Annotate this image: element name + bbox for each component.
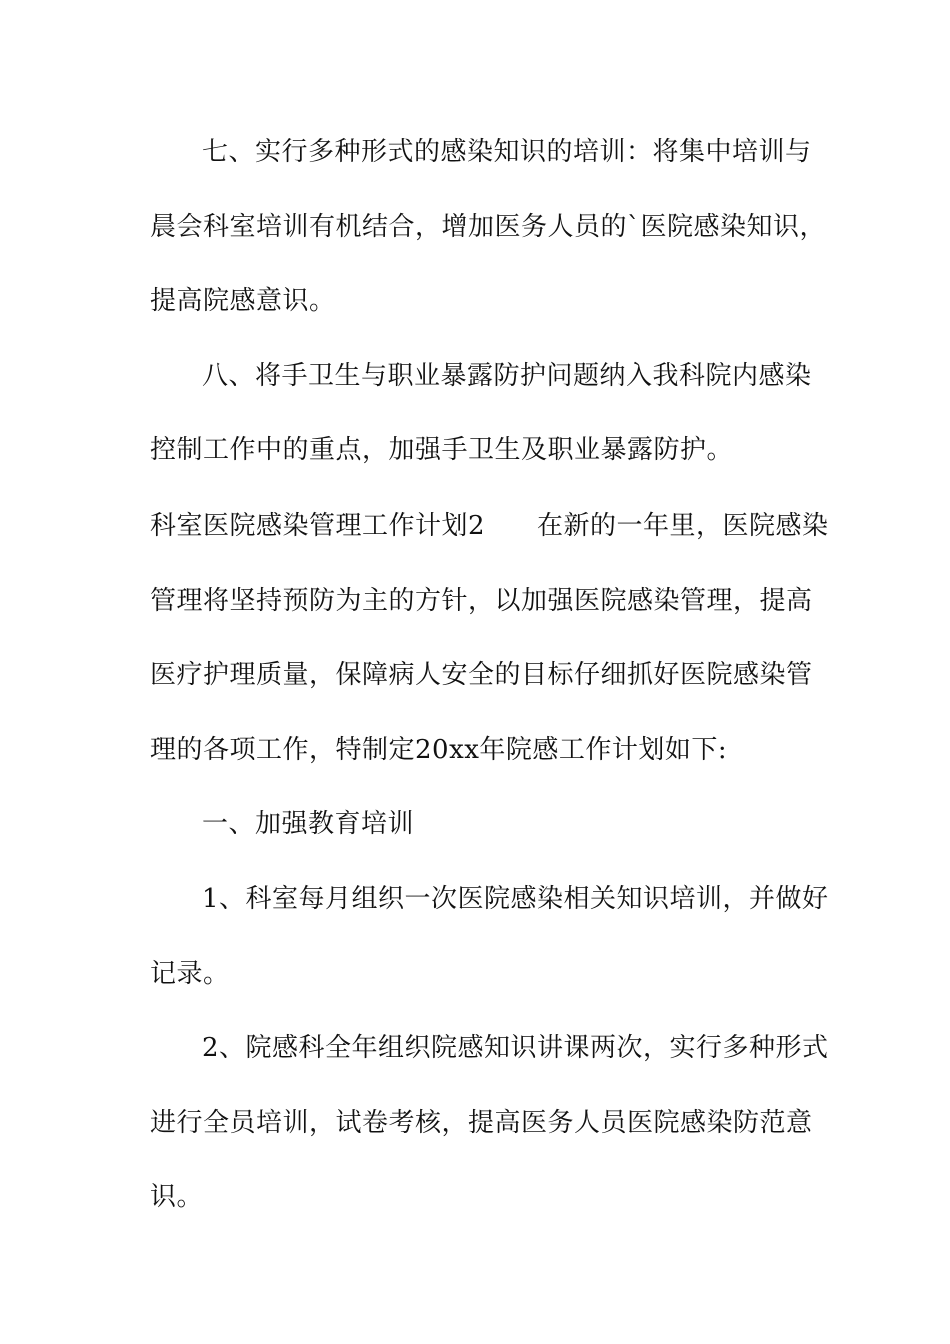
item-two-line-2: 进行全员培训，试卷考核，提高医务人员医院感染防范意	[150, 1108, 813, 1138]
section-intro: 在新的一年里，医院感染	[537, 511, 829, 541]
subheading-education: 一、加强教育培训	[202, 809, 415, 839]
item-two-line-3: 识。	[150, 1182, 204, 1212]
item-one-line-1: 1、科室每月组织一次医院感染相关知识培训，并做好	[202, 884, 829, 914]
paragraph-seven-line-2: 晨会科室培训有机结合，增加医务人员的`医院感染知识，	[150, 212, 827, 242]
item-one-line-2: 记录。	[150, 959, 230, 989]
paragraph-seven-line-1: 七、实行多种形式的感染知识的培训：将集中培训与	[202, 137, 812, 167]
section-title: 科室医院感染管理工作计划2	[150, 511, 486, 541]
intro-line-2: 管理将坚持预防为主的方针，以加强医院感染管理，提高	[150, 586, 813, 616]
paragraph-seven-line-3: 提高院感意识。	[150, 286, 336, 316]
paragraph-eight-line-2: 控制工作中的重点，加强手卫生及职业暴露防护。	[150, 435, 734, 465]
item-two-line-1: 2、院感科全年组织院感知识讲课两次，实行多种形式	[202, 1033, 829, 1063]
paragraph-eight-line-1: 八、将手卫生与职业暴露防护问题纳入我科院内感染	[202, 361, 812, 391]
intro-line-3: 医疗护理质量，保障病人安全的目标仔细抓好医院感染管	[150, 660, 813, 690]
intro-line-4: 理的各项工作，特制定20xx年院感工作计划如下:	[150, 735, 728, 765]
section-heading-line	[150, 510, 829, 542]
